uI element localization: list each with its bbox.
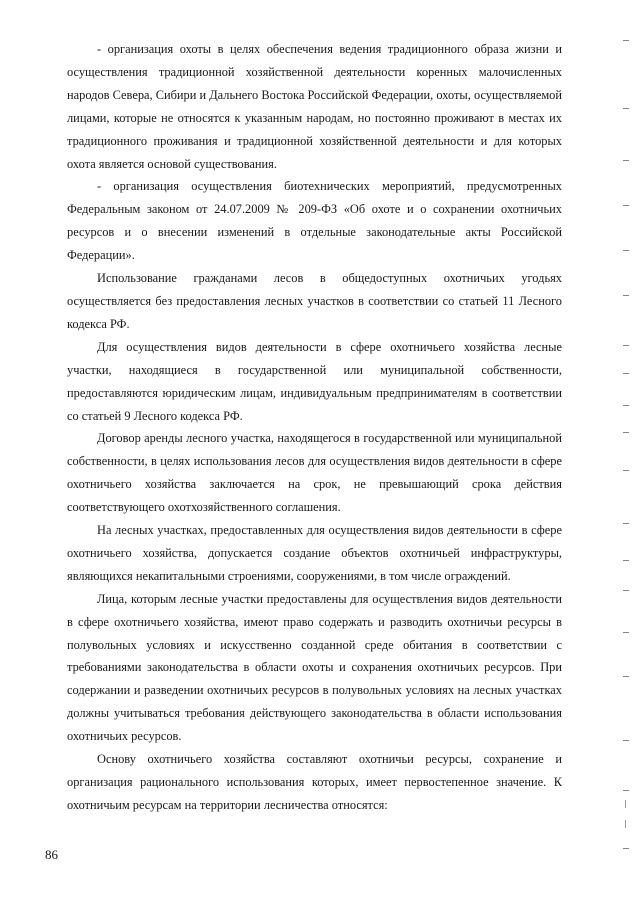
scan-edge-mark: [623, 848, 629, 849]
scan-edge-mark: [623, 108, 629, 109]
scan-edge-mark: [623, 560, 629, 561]
paragraph-semi-free-breeding: Лица, которым лесные участки предоставлены для осуществления видов деятельности в сфере охотничьего хозяйства, имеют право содержать и разводить охотничьи ресурсы в полувольных условиях и искусственно созданной среде обитания в соответствии с требованиями законодательства в области охоты и сохранения охотничьих ресурсов. При содержании и разведении охотничьих ресурсов в полувольных условиях на лесных участках должны учитываться требования действующего законодательства в области использования охотничьих ресурсов.: [67, 591, 562, 744]
scan-edge-mark: [623, 345, 629, 346]
paragraph-public-hunting-grounds: Использование гражданами лесов в общедоступных охотничьих угодьях осуществляется без предоставления лесных участков в соответствии со статьей 11 Лесного кодекса РФ.: [67, 271, 562, 331]
paragraph-land-provision: Для осуществления видов деятельности в сфере охотничьего хозяйства лесные участки, находящиеся в государственной или муниципальной собственности, предоставляются юридическим лицам, индивидуальным предпринимателям в соответствии со статьей 9 Лесного кодекса РФ.: [67, 339, 562, 423]
paragraph-infrastructure: На лесных участках, предоставленных для осуществления видов деятельности в сфере охотничьего хозяйства, допускается создание объектов охотничьей инфраструктуры, являющихся некапитальными строениями, сооружениями, в том числе ограждений.: [67, 523, 562, 583]
scan-edge-mark: [623, 160, 629, 161]
scan-edge-mark: [623, 590, 629, 591]
scan-edge-mark: [623, 205, 629, 206]
page-number: 86: [45, 847, 58, 862]
paragraph-hunting-traditional: - организация охоты в целях обеспечения ведения традиционного образа жизни и осуществления традиционной хозяйственной деятельности коренных малочисленных народов Севера, Сибири и Дальнего Востока Российской Федерации, охоты, осуществляемой лицами, которые не относятся к указанным народам, но постоянно проживают в местах их традиционного проживания и традиционной хозяйственной деятельности и для которых охота является основой существования.: [67, 42, 562, 171]
paragraph-hunting-resources: Основу охотничьего хозяйства составляют охотничьи ресурсы, сохранение и организация рационального использования которых, имеет первостепенное значение. К охотничьим ресурсам на территории лесничества относятся:: [67, 752, 562, 812]
scan-edge-mark: [623, 523, 629, 524]
scan-edge-mark: [623, 676, 629, 677]
scan-edge-tick: [625, 800, 626, 808]
scan-edge-mark: [623, 295, 629, 296]
scan-edge-mark: [623, 470, 629, 471]
paragraph-biotechnical-measures: - организация осуществления биотехнических мероприятий, предусмотренных Федеральным законом от 24.07.2009 № 209-ФЗ «Об охоте и о сохранении охотничьих ресурсов и о внесении изменений в отдельные законодательные акты Российской Федерации».: [67, 179, 562, 263]
scan-edge-mark: [623, 250, 629, 251]
scan-edge-tick: [625, 820, 626, 828]
scan-edge-mark: [623, 740, 629, 741]
document-body: [67, 38, 562, 817]
paragraph-lease-agreement: Договор аренды лесного участка, находящегося в государственной или муниципальной собственности, в целях использования лесов для осуществления видов деятельности в сфере охотничьего хозяйства заключается на срок, не превышающий срока действия соответствующего охотхозяйственного соглашения.: [67, 431, 562, 515]
scan-edge-mark: [623, 373, 629, 374]
scan-edge-mark: [623, 432, 629, 433]
scan-edge-mark: [623, 405, 629, 406]
scan-edge-mark: [623, 632, 629, 633]
scan-edge-mark: [623, 790, 629, 791]
scan-edge-mark: [623, 40, 629, 41]
